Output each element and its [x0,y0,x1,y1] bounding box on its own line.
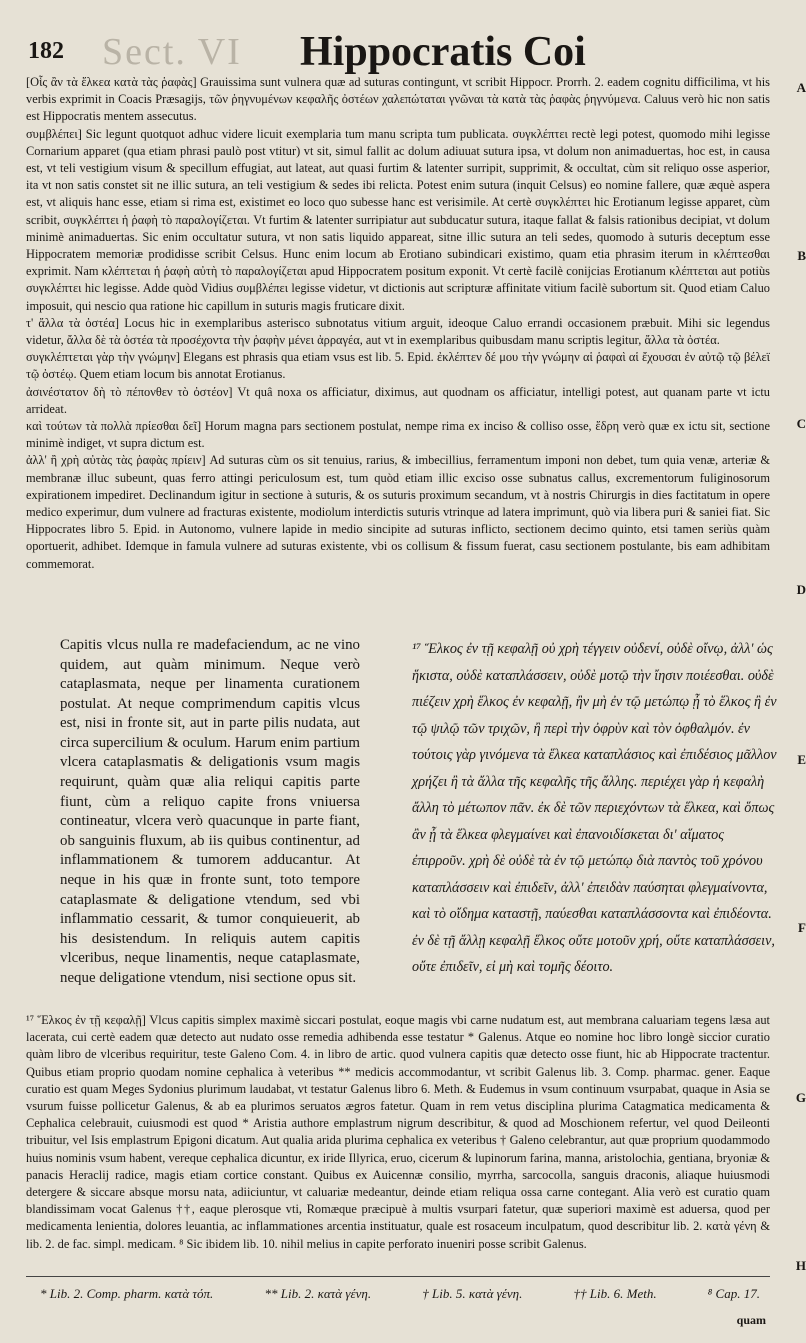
commentary-paragraph: συμβλέπει] Sic legunt quotquot adhuc videre licuit exemplaria tum manu scripta tum publicata. συγκλέπτει rectè legi potest, quomodo mihi legisse Cornarium apparet (qua etiam phrasi paulò post vtitur) vt sit, simul fallit ac dolum adiuuat sutura ipsa, vt dolum non animaduertas, hoc est, in causa est, vt teli vestigium visum & specillum effugiat, aut lateat, aut quasi furtim & latenter surripit, supprimit, & occultat, cùm sit reliquo osse asperior, ita vt non satis constet sit ne illic sutura, an teli vestigium & sedes ibi relicta. Potest enim sutura (inquit Celsus) eo nomine fallere, quæ æquè aspera est, vt aliquis hanc esse, etiam si rima est, existimet eo loco quo subesse hanc est verisimile. At certè συγκλέπτει hic Erotianum legisse apparet, cùm scribit, συγκλέπτει ἡ ῥαφὴ τὸ παραλογίζεται. Vt furtim & latenter surripiatur aut subducatur sutura, itaque fallat & falsis rationibus decipiat, vt dolum minimè animaduertas. Sic enim occultatur sutura, vt non satis liquido appareat, sitne illic sutura an teli sedes, quomodo à suturis deceptum esse Hippocratem memoriæ prodidisse scribit Celsus. Hunc enim locum ab Erotiano subindicari existimo, quam etia phrasim iterum in κλέπτεσθαι exprimit. Nam κλέπτεται ἡ ῥαφὴ αὐτὴ τὸ παραλογίζεται apud Hippocratem positum exponit. Vt certè facilè conijcias Erotianum κλέπτεται aut potiùs συγκλέπτει hic legisse. Adde quòd Vidius συμβλέπει legisse videtur, vt dictionis aut scripturæ affinitate vitium facilè subortum sit. Quod etiam Caluo imposuit, qui nescio qua ratione hic capillum in suturis magis fruticare dixit. [26,126,770,313]
margin-letter-c: C [796,416,806,431]
margin-letter-b: B [797,248,806,263]
margin-letter-d: D [796,582,806,597]
commentary-paragraph: ἀσινέστατον δὴ τὸ πέπονθεν τὸ ὀστέον] Vt quâ noxa os afficiatur, diximus, aut quodnam os afficiatur, intelligi potest, aut quanam parte vt ictu arrideat. [26,384,770,416]
margin-letter-e: E [797,752,806,767]
footnote: ** Lib. 2. κατὰ γένη. [264,1286,372,1301]
latin-translation: Capitis vlcus nulla re madefaciendum, ac ne vino quidem, aut quàm minimum. Neque verò cataplasmata, neque per linamenta curationem postulat. At neque comprimendum capitis vlcus est, nisi in fronte sit, aut in parte pilis nudata, aut circa supercilium & oculum. Harum enim partium vlcera cataplasmatis & deligationis vsum magis requirunt, quàm quæ alia reliqui capitis parte fiunt, cùm a reliquo capite frons vniuersa contineatur, vlcera verò quacunque in parte fiant, ob sanguinis fluxum, ab iis quibus continentur, ad inflammationem & tumorem adducantur. At neque in his quæ in fronte sunt, toto tempore cataplasmate & deligatione vtendum, sed vbi inflammatio cessarit, & tumor conquieuerit, ab his desistendum. In reliquis autem capitis vlceribus, neque linamentis, neque cataplasmate, neque deligatione vtendum, nisi sectione opus sit. [60,637,360,986]
commentary-paragraph: συγκλέπτεται γὰρ τὴν γνώμην] Elegans est phrasis qua etiam vsus est lib. 5. Epid. ἐκλέπτεν δέ μου τὴν γνώμην αἱ ῥαφαὶ αἱ ἔχουσαι ἐν αὐτῷ τῷ βέλεϊ τῷ ὀστέῳ. Quem etiam locum bis annotat Erotianus. [26,350,770,382]
footnote: * Lib. 2. Comp. pharm. κατὰ τόπ. [40,1286,214,1301]
footnotes [40,1286,760,1302]
commentary-paragraph: ἀλλ' ἢ χρὴ αὐτὰς τὰς ῥαφὰς πρίειν] Ad suturas cùm os sit tenuius, rarius, & imbecillius, ferramentum imponi non debet, tum quia venæ, arteriæ & membranæ illuc subeunt, quas ferro attingi periculosum est, tum quòd etiam illic exciso osse subnatus callus, excrementorum fuliginosorum expirationem impediret. Declinandum igitur in sectione à suturis, & os suturis proximum secandum, vt à nostris Chirurgis in dies factitatum in opere medico experimur, dum vulnere ad fracturas existente, modiolum interdictis suturis vtrinque ad latera imprimunt, quò via libera puri & saniei fiat. Sic Hippocrates libro 5. Epid. in Autonomo, vulnere lapide in medio sincipite ad suturas inflicto, sectionem decimo quinto, etsi tamen seriùs quàm oportuerit, adhibet. Idemque in famula vulnere ad suturas existente, vbi os collisum & fissum fuerat, casu sectionem postulante, bis eam adhibitam commemorat. [26,453,770,571]
commentary-bottom [26,1012,770,1253]
greek-original: ¹⁷ Ἕλκος ἐν τῇ κεφαλῇ οὐ χρὴ τέγγειν οὐδενί, οὐδὲ οἴνῳ, ἀλλ' ὡς ἥκιστα, οὐδὲ καταπλάσσειν, οὐδὲ μοτῷ τὴν ἴησιν ποιέεσθαι. οὐδὲ πιέζειν χρὴ ἕλκος ἐν κεφαλῇ, ἢν μὴ ἐν τῷ μετώπῳ ᾖ τὸ ἕλκος ἢ ἐν τῷ ψιλῷ τῶν τριχῶν, ἢ περὶ τὴν ὀφρὺν καὶ τὸν ὀφθαλμόν. ἐν τούτοις γὰρ γινόμενα τὰ ἕλκεα καταπλάσιος καὶ ἐπιδέσιος μᾶλλον χρήζει ἢ τὰ ἄλλα τῆς κεφαλῆς τῆς ἄλλης. περιέχει γὰρ ἡ κεφαλὴ ἄλλη τὸ μέτωπον πᾶν. ἐκ δὲ τῶν περιεχόντων τὰ ἕλκεα, καὶ ὅπως ἂν ᾖ τὰ ἕλκεα φλεγμαίνει καὶ ἐπανοιδίσκεται δι' αἵματος ἐπιρροῦν. χρὴ δὲ οὐδὲ τὰ ἐν τῷ μετώπῳ διὰ παντὸς τοῦ χρόνου καταπλάσσειν καὶ ἐπιδεῖν, ἀλλ' ἐπειδὰν παύσηται φλεγμαίνοντα, καὶ τὸ οἴδημα καταστῇ, παύεσθαι καταπλάσσοντα καὶ ἐπιδέοντα. ἐν δὲ τῇ ἄλλῃ κεφαλῇ ἕλκος οὔτε μοτοῦν χρή, οὔτε καταπλάσσειν, οὔτε ἐπιδεῖν, εἰ μὴ καὶ τομῆς δέοιτο. [412,641,777,975]
commentary-paragraph: καὶ τούτων τὰ πολλὰ πρίεσθαι δεῖ] Horum magna pars sectionem postulat, nempe rima ex inciso & colliso osse, ἕδρη verò quæ ex ictu sit, sectione minimè indiget, vt supra dictum est. [26,419,770,451]
running-head: Hippocratis Coi [300,29,586,75]
commentary-paragraph: [Οἷς ἂν τὰ ἕλκεα κατὰ τὰς ῥαφὰς] Grauissima sunt vulnera quæ ad suturas contingunt, vt scribit Hippocr. Prorrh. 2. eadem cognitu difficilima, vt his verbis exprimit in Coacis Præsagijs, τῶν ῥηγνυμένων κεφαλῆς ὀστέων χαλεπώταται γνῶναι τὰ κατὰ τὰς ῥαφὰς ῥηγνύμενα. Caluus verò hic non satis est Hippocratis mentem assecutus. [26,75,770,124]
margin-letter-a: A [796,80,806,95]
commentary-paragraph: τ' ἄλλα τὰ ὀστέα] Locus hic in exemplaribus asterisco subnotatus vitium arguit, ideoque Caluo errandi occasionem præbuit. Mihi sic legendus videtur, ἄλλα δὲ τὰ ὀστέα τὰ προσέχοντα τὴν ῥαφὴν μένει ἀρραγέα, aut vt in exemplaribus quibusdam manu scriptis legitur, ἄλλα τὰ ὀστέα. [26,315,770,348]
page-header [28,24,772,74]
catchword: quam [736,1313,766,1327]
page-number: 182 [28,38,64,64]
margin-letter-g: G [795,1090,806,1105]
footnote: ⁸ Cap. 17. [707,1286,760,1301]
footnote: † Lib. 5. κατὰ γένη. [422,1286,523,1301]
footnote: †† Lib. 6. Meth. [573,1286,657,1301]
show-through-text: Sect. VI [102,31,242,73]
commentary-paragraph: ¹⁷ Ἕλκος ἐν τῇ κεφαλῇ] Vlcus capitis simplex maximè siccari postulat, eoque magis vbi carne nudatum est, aut membrana caluariam tegens læsa aut lacerata, cui certè eadem quæ detecto aut nudato osse remedia adhibenda esse testatur * Galenus. Atque eo nomine hoc libro longè siccior curatio quàm libro de vlceribus requiritur, teste Galeno Com. 4. in libro de artic. quod vulnera capitis quæ detecto osse fiunt, hic ab Hippocrate tractentur. Quibus etiam proprio quodam nomine cephalica à veteribus ** medicis accommodantur, vt scribit Galenus lib. 3. Comp. pharmac. gener. Eaque curatio est quam Meges Sydonius plurimum laudabat, vt testatur Galenus libro 6. Meth. & Eudemus in vsum continuum vsurpabat, quaque in Asia se vsurum fuisse pollicetur Galenus, & ab ea plurimos seruatos ægros fatetur. Quam in rem vetus disciplina plurima Catagmatica medicamenta & Cephalica celebrauit, cuiusmodi est quod * Aristia authore emplastrum nigrum describitur, & quod ad Moschionem refertur, vel quod Deileonti tribuitur, vel Isis emplastrum Epigoni dicatum. Aut qualia arida plurima cephalica ex veteribus † Galeno celebrantur, aut quæ proprium quodammodo huius nominis vsum habent, vereque cephalica dicuntur, ex iride Illyrica, eruo, cicerum & lupinorum farina, manna, aristolochia, gentiana, bryoniæ & panacis Heraclij radice, magis etiam cortice constant. Quibus ex Auicennæ consilio, myrrha, sarcocolla, sanguis draconis, aliaque huiusmodi detergere & siccare absque morsu nata, adiiciuntur, vt caluariæ medeantur, deinde etiam reliqua ossa carne contegant. Alia verò est curatio quam blandissimam vocat Galenus ††, eaque plerosque vti, Romæque præcipuè à multis vsurpari fatetur, quæ superiori maximè est aduersa, quod per medicamenta lenientia, dolores leuantia, ac inflammationes arcentia instituatur, quale est rosaceum inculpatum, quod describitur lib. 2. κατὰ γένη & lib. 2. de fac. simpl. medicam. ⁸ Sic ibidem lib. 10. nihil melius in capite perforato inueniri posse scribit Galenus. [26,1013,770,1251]
margin-letter-f: F [798,920,806,935]
footnote-rule [26,1276,770,1277]
commentary-top [26,74,770,573]
margin-letter-h: H [795,1258,806,1273]
